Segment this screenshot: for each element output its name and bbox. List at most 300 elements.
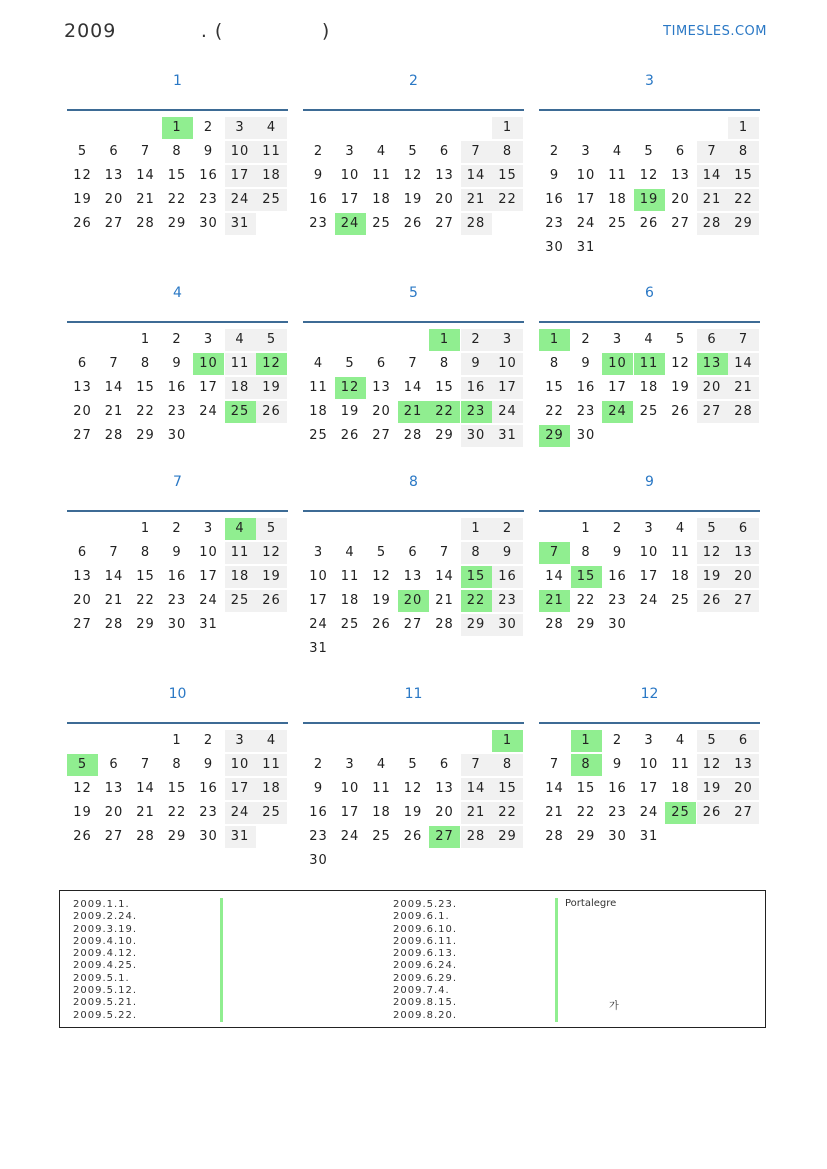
day-cell: 25	[256, 802, 287, 824]
day-cell: 13	[671, 168, 690, 183]
day-cell: 8	[549, 356, 560, 371]
day-cell: 9	[172, 545, 182, 560]
day-cell: 8	[439, 356, 450, 371]
day-cell: 22	[167, 805, 187, 820]
day-cell: 10	[340, 781, 360, 796]
day-cell: 15	[136, 380, 155, 395]
day-cell: 27	[435, 216, 454, 231]
month-rule	[539, 109, 760, 111]
day-cell: 19	[403, 805, 423, 820]
day-cell: 14	[461, 165, 492, 187]
day-cell: 26	[403, 829, 423, 844]
day-cell: 20	[372, 404, 391, 419]
day-cell: 4	[675, 733, 686, 748]
day-cell: 20	[697, 377, 728, 399]
holiday-day-cell: 13	[697, 353, 728, 375]
day-cell: 25	[256, 189, 287, 211]
day-cell: 3	[644, 521, 654, 536]
day-cell: 5	[77, 144, 88, 159]
month-title: 1	[173, 73, 182, 89]
day-cell: 7	[461, 141, 492, 163]
day-cell: 6	[109, 757, 119, 772]
holiday-date-item: 2009.6.11.	[393, 935, 458, 947]
holiday-date-item: 2009.6.24.	[393, 960, 458, 972]
day-cell: 19	[372, 593, 391, 608]
day-cell: 20	[435, 805, 454, 820]
holiday-day-cell: 1	[429, 329, 460, 351]
day-cell: 7	[439, 545, 450, 560]
day-cell: 24	[309, 617, 328, 632]
holiday-day-cell: 4	[225, 518, 256, 540]
day-cell: 11	[671, 757, 690, 772]
month-title: 8	[409, 474, 418, 490]
holiday-date-item: 2009.2.24.	[73, 911, 138, 923]
day-cell: 5	[675, 332, 686, 347]
day-cell: 2	[492, 518, 523, 540]
day-cell: 31	[576, 240, 596, 255]
location-label: Portalegre	[565, 898, 617, 909]
month-title: 3	[645, 73, 654, 89]
day-cell: 11	[372, 781, 391, 796]
day-cell: 28	[403, 428, 423, 443]
holiday-date-item: 2009.6.13.	[393, 948, 458, 960]
month-title: 10	[168, 686, 187, 702]
day-cell: 2	[172, 521, 182, 536]
holiday-day-cell: 1	[539, 329, 570, 351]
day-cell: 27	[728, 590, 759, 612]
day-cell: 8	[140, 356, 151, 371]
day-cell: 27	[403, 617, 423, 632]
month-rule	[303, 109, 524, 111]
day-cell: 18	[225, 566, 256, 588]
day-cell: 29	[167, 829, 187, 844]
day-cell: 11	[671, 545, 690, 560]
day-cell: 31	[639, 829, 659, 844]
day-cell: 31	[225, 213, 256, 235]
day-cell: 28	[461, 826, 492, 848]
day-cell: 23	[309, 829, 328, 844]
month-rule	[67, 321, 288, 323]
day-cell: 17	[639, 781, 659, 796]
day-cell: 17	[340, 805, 360, 820]
day-cell: 26	[697, 802, 728, 824]
day-cell: 25	[225, 590, 256, 612]
day-cell: 14	[545, 569, 564, 584]
day-cell: 15	[167, 168, 187, 183]
day-cell: 19	[73, 805, 92, 820]
day-cell: 26	[73, 829, 92, 844]
holiday-day-cell: 12	[335, 377, 366, 399]
day-cell: 30	[576, 428, 596, 443]
day-cell: 3	[203, 332, 214, 347]
day-cell: 31	[225, 826, 256, 848]
day-cell: 19	[340, 404, 360, 419]
day-cell: 23	[608, 593, 627, 608]
day-cell: 20	[104, 192, 124, 207]
day-cell: 11	[309, 380, 328, 395]
day-cell: 5	[644, 144, 654, 159]
day-cell: 6	[728, 730, 759, 752]
day-cell: 9	[203, 757, 214, 772]
day-cell: 8	[172, 144, 182, 159]
day-cell: 30	[199, 829, 218, 844]
day-cell: 1	[492, 117, 523, 139]
day-cell: 23	[608, 805, 627, 820]
day-cell: 17	[608, 380, 627, 395]
holiday-day-cell: 11	[634, 353, 665, 375]
day-cell: 4	[612, 144, 623, 159]
holiday-color-bar-2	[555, 898, 558, 1022]
month-rule	[303, 722, 524, 724]
day-cell: 6	[376, 356, 387, 371]
day-cell: 19	[697, 566, 728, 588]
day-cell: 14	[104, 569, 124, 584]
day-cell: 25	[309, 428, 328, 443]
holiday-date-item: 2009.7.4.	[393, 985, 450, 997]
day-cell: 11	[225, 542, 256, 564]
day-cell: 4	[225, 329, 256, 351]
day-cell: 20	[104, 805, 124, 820]
day-cell: 10	[576, 168, 596, 183]
holiday-day-cell: 27	[429, 826, 460, 848]
day-cell: 29	[167, 216, 187, 231]
site-brand-link[interactable]: TIMESLES.COM	[663, 24, 767, 39]
day-cell: 7	[109, 545, 119, 560]
day-cell: 29	[136, 617, 155, 632]
day-cell: 6	[109, 144, 119, 159]
holiday-day-cell: 20	[398, 590, 429, 612]
day-cell: 28	[104, 617, 124, 632]
day-cell: 18	[340, 593, 360, 608]
day-cell: 24	[199, 593, 218, 608]
day-cell: 26	[403, 216, 423, 231]
holiday-date-item: 2009.4.10.	[73, 935, 138, 947]
holiday-day-cell: 24	[335, 213, 366, 235]
month-rule	[539, 510, 760, 512]
day-cell: 15	[545, 380, 564, 395]
day-cell: 29	[576, 829, 596, 844]
day-cell: 28	[136, 216, 155, 231]
day-cell: 4	[345, 545, 355, 560]
holiday-date-item: 2009.8.20.	[393, 1009, 458, 1021]
day-cell: 4	[313, 356, 324, 371]
day-cell: 18	[372, 192, 391, 207]
day-cell: 16	[167, 380, 187, 395]
day-cell: 24	[639, 593, 659, 608]
day-cell: 13	[435, 781, 454, 796]
day-cell: 23	[199, 805, 218, 820]
day-cell: 28	[435, 617, 454, 632]
day-cell: 21	[545, 805, 564, 820]
day-cell: 24	[639, 805, 659, 820]
day-cell: 23	[545, 216, 564, 231]
day-cell: 5	[256, 518, 287, 540]
day-cell: 24	[225, 189, 256, 211]
day-cell: 3	[313, 545, 324, 560]
day-cell: 31	[199, 617, 218, 632]
day-cell: 16	[608, 781, 627, 796]
day-cell: 22	[576, 593, 596, 608]
day-cell: 17	[340, 192, 360, 207]
day-cell: 19	[403, 192, 423, 207]
day-cell: 2	[203, 120, 214, 135]
holiday-day-cell: 19	[634, 189, 665, 211]
holiday-day-cell: 22	[429, 401, 460, 423]
day-cell: 13	[728, 542, 759, 564]
day-cell: 30	[492, 614, 523, 636]
day-cell: 14	[136, 168, 155, 183]
holiday-day-cell: 22	[461, 590, 492, 612]
day-cell: 11	[256, 141, 287, 163]
day-cell: 13	[104, 168, 124, 183]
day-cell: 9	[172, 356, 182, 371]
day-cell: 3	[203, 521, 214, 536]
day-cell: 16	[199, 168, 218, 183]
day-cell: 3	[345, 144, 355, 159]
day-cell: 3	[225, 117, 256, 139]
day-cell: 5	[376, 545, 387, 560]
day-cell: 30	[608, 617, 627, 632]
day-cell: 1	[140, 521, 151, 536]
day-cell: 9	[581, 356, 591, 371]
day-cell: 18	[256, 778, 287, 800]
day-cell: 5	[697, 730, 728, 752]
day-cell: 23	[167, 593, 187, 608]
day-cell: 29	[492, 826, 523, 848]
day-cell: 1	[581, 521, 591, 536]
day-cell: 14	[728, 353, 759, 375]
holiday-date-item: 2009.6.10.	[393, 923, 458, 935]
day-cell: 13	[728, 754, 759, 776]
day-cell: 12	[73, 168, 92, 183]
day-cell: 8	[728, 141, 759, 163]
day-cell: 26	[340, 428, 360, 443]
day-cell: 5	[408, 144, 418, 159]
day-cell: 17	[225, 165, 256, 187]
day-cell: 30	[545, 240, 564, 255]
day-cell: 21	[435, 593, 454, 608]
day-cell: 22	[492, 189, 523, 211]
day-cell: 2	[203, 733, 214, 748]
day-cell: 16	[199, 781, 218, 796]
month-rule	[303, 321, 524, 323]
day-cell: 14	[545, 781, 564, 796]
day-cell: 17	[225, 778, 256, 800]
day-cell: 30	[461, 425, 492, 447]
day-cell: 15	[167, 781, 187, 796]
day-cell: 22	[167, 192, 187, 207]
day-cell: 21	[728, 377, 759, 399]
day-cell: 30	[167, 428, 187, 443]
holiday-date-item: 2009.6.29.	[393, 972, 458, 984]
holiday-day-cell: 1	[162, 117, 193, 139]
day-cell: 19	[256, 377, 287, 399]
day-cell: 29	[435, 428, 454, 443]
day-cell: 22	[136, 593, 155, 608]
day-cell: 16	[309, 805, 328, 820]
holiday-day-cell: 7	[539, 542, 570, 564]
day-cell: 1	[728, 117, 759, 139]
day-cell: 8	[461, 542, 492, 564]
day-cell: 16	[492, 566, 523, 588]
day-cell: 20	[73, 593, 92, 608]
day-cell: 2	[612, 521, 623, 536]
day-cell: 26	[256, 401, 287, 423]
day-cell: 21	[136, 192, 155, 207]
day-cell: 26	[639, 216, 659, 231]
day-cell: 4	[256, 117, 287, 139]
day-cell: 27	[671, 216, 690, 231]
day-cell: 8	[492, 141, 523, 163]
day-cell: 5	[408, 757, 418, 772]
day-cell: 29	[136, 428, 155, 443]
day-cell: 6	[675, 144, 686, 159]
day-cell: 26	[671, 404, 690, 419]
day-cell: 11	[372, 168, 391, 183]
day-cell: 3	[644, 733, 654, 748]
month-rule	[67, 722, 288, 724]
month-rule	[539, 321, 760, 323]
day-cell: 19	[256, 566, 287, 588]
holiday-day-cell: 5	[67, 754, 98, 776]
day-cell: 22	[545, 404, 564, 419]
day-cell: 20	[671, 192, 690, 207]
day-cell: 2	[313, 144, 324, 159]
day-cell: 18	[608, 192, 627, 207]
day-cell: 7	[408, 356, 418, 371]
holiday-date-item: 2009.8.15.	[393, 997, 458, 1009]
day-cell: 10	[225, 141, 256, 163]
day-cell: 12	[403, 168, 423, 183]
day-cell: 25	[340, 617, 360, 632]
day-cell: 13	[403, 569, 423, 584]
day-cell: 20	[435, 192, 454, 207]
day-cell: 30	[608, 829, 627, 844]
day-cell: 14	[697, 165, 728, 187]
page-title: 2009 . ( )	[64, 20, 331, 42]
day-cell: 13	[104, 781, 124, 796]
day-cell: 21	[461, 189, 492, 211]
day-cell: 4	[376, 144, 387, 159]
day-cell: 17	[492, 377, 523, 399]
holiday-day-cell: 15	[571, 566, 602, 588]
holiday-date-item: 2009.6.1.	[393, 911, 450, 923]
day-cell: 28	[697, 213, 728, 235]
day-cell: 20	[728, 566, 759, 588]
day-cell: 6	[439, 757, 450, 772]
day-cell: 5	[256, 329, 287, 351]
day-cell: 10	[199, 545, 218, 560]
day-cell: 30	[167, 617, 187, 632]
day-cell: 16	[461, 377, 492, 399]
holiday-date-item: 2009.3.19.	[73, 923, 138, 935]
month-rule	[539, 722, 760, 724]
day-cell: 26	[372, 617, 391, 632]
day-cell: 24	[576, 216, 596, 231]
day-cell: 6	[439, 144, 450, 159]
day-cell: 15	[136, 569, 155, 584]
day-cell: 28	[728, 401, 759, 423]
day-cell: 25	[639, 404, 659, 419]
day-cell: 12	[697, 542, 728, 564]
holiday-date-item: 2009.4.25.	[73, 960, 138, 972]
holiday-day-cell: 1	[571, 730, 602, 752]
holiday-date-item: 2009.5.23.	[393, 899, 458, 910]
day-cell: 17	[639, 569, 659, 584]
day-cell: 7	[140, 757, 151, 772]
day-cell: 10	[639, 757, 659, 772]
day-cell: 25	[372, 216, 391, 231]
day-cell: 2	[549, 144, 560, 159]
holiday-day-cell: 15	[461, 566, 492, 588]
day-cell: 17	[576, 192, 596, 207]
day-cell: 22	[492, 802, 523, 824]
day-cell: 6	[77, 356, 88, 371]
holiday-day-cell: 12	[256, 353, 287, 375]
day-cell: 9	[313, 168, 324, 183]
holiday-day-cell: 23	[461, 401, 492, 423]
day-cell: 10	[492, 353, 523, 375]
day-cell: 26	[256, 590, 287, 612]
day-cell: 5	[345, 356, 355, 371]
day-cell: 2	[172, 332, 182, 347]
day-cell: 15	[728, 165, 759, 187]
day-cell: 31	[492, 425, 523, 447]
day-cell: 12	[372, 569, 391, 584]
day-cell: 30	[309, 853, 328, 868]
day-cell: 3	[492, 329, 523, 351]
holiday-date-item: 2009.1.1.	[73, 899, 130, 910]
day-cell: 28	[136, 829, 155, 844]
day-cell: 23	[492, 590, 523, 612]
holiday-day-cell: 24	[602, 401, 633, 423]
day-cell: 7	[109, 356, 119, 371]
day-cell: 17	[199, 380, 218, 395]
day-cell: 30	[199, 216, 218, 231]
day-cell: 4	[675, 521, 686, 536]
day-cell: 2	[313, 757, 324, 772]
day-cell: 10	[309, 569, 328, 584]
holiday-dates-list-1	[73, 899, 137, 1022]
month-title: 9	[645, 474, 654, 490]
day-cell: 25	[671, 593, 690, 608]
month-rule	[303, 510, 524, 512]
day-cell: 10	[340, 168, 360, 183]
month-title: 6	[645, 285, 654, 301]
day-cell: 21	[461, 802, 492, 824]
day-cell: 8	[140, 545, 151, 560]
day-cell: 21	[104, 404, 124, 419]
day-cell: 26	[73, 216, 92, 231]
day-cell: 19	[671, 380, 690, 395]
day-cell: 27	[73, 617, 92, 632]
day-cell: 16	[309, 192, 328, 207]
day-cell: 8	[492, 754, 523, 776]
holiday-color-bar-1	[220, 898, 223, 1022]
day-cell: 24	[340, 829, 360, 844]
day-cell: 13	[435, 168, 454, 183]
day-cell: 25	[372, 829, 391, 844]
day-cell: 4	[256, 730, 287, 752]
day-cell: 14	[403, 380, 423, 395]
day-cell: 21	[136, 805, 155, 820]
holiday-legend	[59, 890, 766, 1028]
day-cell: 9	[492, 542, 523, 564]
day-cell: 22	[728, 189, 759, 211]
day-cell: 11	[225, 353, 256, 375]
holiday-day-cell: 8	[571, 754, 602, 776]
day-cell: 18	[225, 377, 256, 399]
